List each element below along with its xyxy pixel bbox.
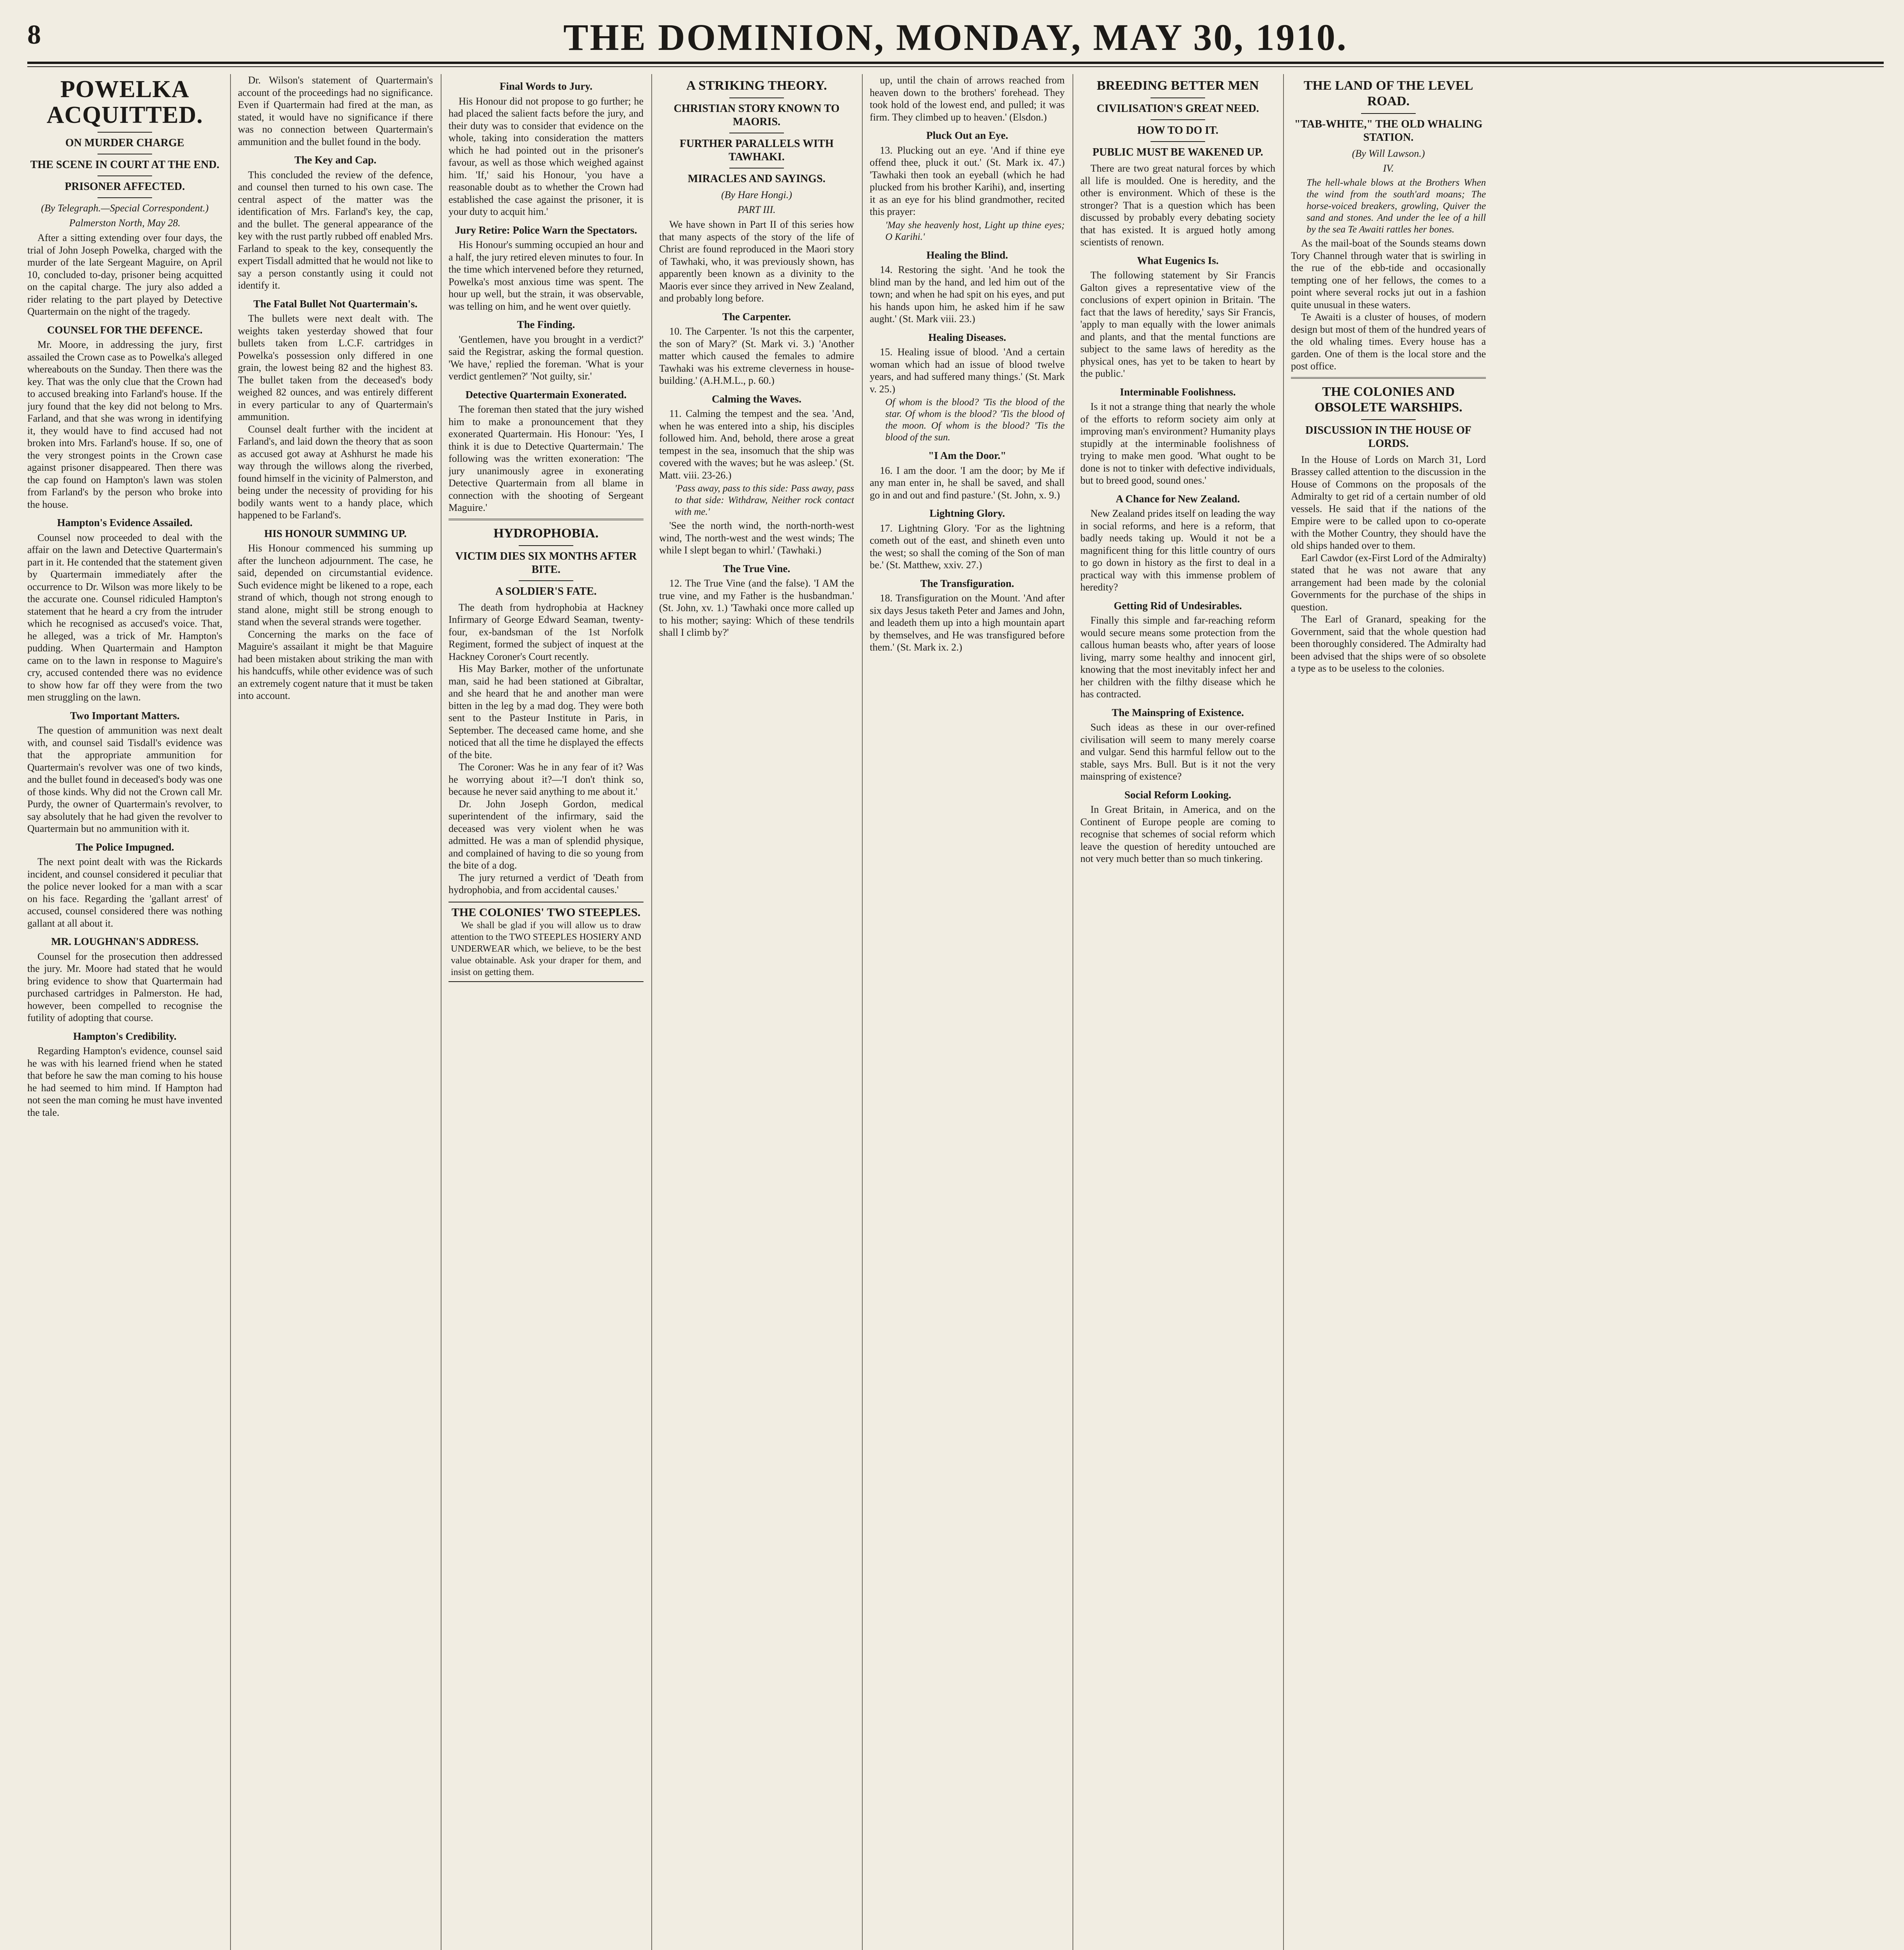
paragraph: The next point dealt with was the Rickards incident, and counsel considered it peculiar that the police never looked for a man with a scar on his face. Regarding the 'gallant arrest' of accused, counsel considered there was nothing gallant at all about it. <box>27 856 222 929</box>
paragraph: up, until the chain of arrows reached from heaven down to the brothers' forehead. They took hold of the lowest end, and pulled; it was firm. They climbed up to heaven.' (Elsdon.) <box>870 74 1065 123</box>
column-2 <box>238 74 433 1950</box>
subheading: Hampton's Evidence Assailed. <box>57 517 193 528</box>
subheading: A Chance for New Zealand. <box>1115 493 1240 505</box>
verse: 'May she heavenly host, Light up thine eyes; O Karihi.' <box>885 220 1065 242</box>
paragraph: 12. The True Vine (and the false). 'I AM the true vine, and my Father is the husbandman.' (St. John, xv. 1.) 'Tawhaki once more called up to his mother; saying: Which of these tendrils shall I climb by?' <box>659 578 854 638</box>
column-7 <box>1291 74 1876 1950</box>
headline-powelka: POWELKA ACQUITTED. <box>46 76 203 128</box>
column-rule <box>862 74 863 1950</box>
paragraph: Earl Cawdor (ex-First Lord of the Admiralty) stated that he was not aware that any arrangement had been made by the colonial Governments for the purchase of the ships in question. <box>1291 552 1486 613</box>
column-5 <box>870 74 1065 1950</box>
headline-colonies-warships: THE COLONIES AND OBSOLETE WARSHIPS. <box>1314 384 1463 415</box>
subheading: Final Words to Jury. <box>499 80 593 92</box>
paragraph: There are two great natural forces by which all life is moulded. One is heredity, and the other is environment. Which of these is the stronger? That is a question which has been discussed by probably every debating society that has existed. It is argued hotly among scientists of renown. <box>1080 163 1275 248</box>
column-rule <box>230 74 231 1950</box>
paragraph: Counsel for the prosecution then addressed the jury. Mr. Moore had stated that he would bring evidence to show that Quartermain had purchased cartridges in Palmerston. He had, however, been compelled to recognise the futility of adopting that course. <box>27 950 222 1023</box>
column-3 <box>449 74 644 1950</box>
paragraph: The jury returned a verdict of 'Death from hydrophobia, and from accidental causes.' <box>449 872 644 895</box>
subheading: Social Reform Looking. <box>1124 789 1231 801</box>
deck: FURTHER PARALLELS WITH TAWHAKI. <box>679 138 834 163</box>
paragraph: Regarding Hampton's evidence, counsel said he was with his learned friend when he stated that before he saw the man coming to his house he had seemed to him mind. If Hampton had not seen the man coming he must have invented the tale. <box>27 1045 222 1118</box>
deck: VICTIM DIES SIX MONTHS AFTER BITE. <box>455 550 637 576</box>
headline-hydrophobia: HYDROPHOBIA. <box>493 526 599 541</box>
subheading: Two Important Matters. <box>70 709 180 722</box>
masthead <box>27 16 1884 66</box>
subheading: The Finding. <box>517 319 575 330</box>
byline: (By Hare Hongi.) <box>721 189 792 200</box>
paragraph: 10. The Carpenter. 'Is not this the carpenter, the son of Mary?' (St. Mark vi. 3.) 'Another matter which caused the females to admire Tawhaki was his extreme cleverness in house-building.' (A.H.M.L., p. 60.) <box>659 326 854 386</box>
deck: A SOLDIER'S FATE. <box>495 585 597 597</box>
part-number: PART III. <box>737 204 776 215</box>
paragraph: The Coroner: Was he in any fear of it? Was he worrying about it?—'I don't think so, because he never said anything to me about it.' <box>449 761 644 797</box>
paragraph: After a sitting extending over four days, the trial of John Joseph Powelka, charged with the murder of the late Sergeant Maguire, on April 10, concluded to-day, prisoner being acquitted on the capital charge. The jury also added a rider relating to the part played by Detective Quartermain on the night of the tragedy. <box>27 232 222 317</box>
subheading: The Transfiguration. <box>920 577 1014 589</box>
paragraph: 17. Lightning Glory. 'For as the lightning cometh out of the east, and shineth even unto the west; so shall the coming of the Son of man be.' (St. Matthew, xxiv. 27.) <box>870 522 1065 571</box>
paragraph: This concluded the review of the defence, and counsel then turned to his own case. The central aspect of the matter was the identification of Mrs. Farland's key, the cap, and the bullet. The general appearance of the key with the rust partly rubbed off enabled Mrs. Farland to speak to the key, consequently the expert Tisdall admitted that he would not like to say a person constantly using it could not identify it. <box>238 169 433 291</box>
deck: CHRISTIAN STORY KNOWN TO MAORIS. <box>674 103 840 128</box>
ad-body: We shall be glad if you will allow us to draw attention to the TWO STEEPLES HOSIERY AND UNDERWEAR which, we believe, to be the best value obtainable. Ask your draper for them, and insist on getting them. <box>451 920 641 977</box>
page-number: 8 <box>27 20 41 50</box>
subheading: "I Am the Door." <box>928 450 1006 461</box>
dateline: Palmerston North, May 28. <box>69 217 181 229</box>
part-number: IV. <box>1383 163 1394 174</box>
deck: DISCUSSION IN THE HOUSE OF LORDS. <box>1305 424 1471 450</box>
subheading: Hampton's Credibility. <box>73 1030 177 1042</box>
headline-land-of-level-road: THE LAND OF THE LEVEL ROAD. <box>1303 78 1473 108</box>
column-rule <box>1283 74 1284 1950</box>
deck: ON MURDER CHARGE <box>65 137 184 149</box>
paragraph: The Earl of Granard, speaking for the Government, said that the whole question had been thoroughly considered. The Admiralty had been advised that the ships were of so obsolete a type as to be useless to the colonies. <box>1291 613 1486 674</box>
paragraph: His Honour commenced his summing up after the luncheon adjournment. The case, he said, depended on circumstantial evidence. Such evidence might be likened to a rope, each strand of which, though not strong enough to stand alone, might still be strong enough to stand when the several strands were together. <box>238 542 433 628</box>
verse: The hell-whale blows at the Brothers When the wind from the south'ard moans; The horse-voiced breakers, growling, Quiver the sand and stones. And under the lee of a hill by the sea Te Awaiti rattles her bones. <box>1307 177 1486 235</box>
newspaper-page <box>27 16 1884 1950</box>
deck: PUBLIC MUST BE WAKENED UP. <box>1092 146 1263 158</box>
paragraph: The question of ammunition was next dealt with, and counsel said Tisdall's evidence was that the appropriate ammunition for Quartermain's revolver was one of two kinds, and the bullet found in deceased's body was one of those kinds. Why did not the Crown call Mr. Purdy, the owner of Quartermain's revolver, to say absolutely that he had given the revolver to Quartermain but no ammunition with it. <box>27 725 222 834</box>
headline-breeding-better-men: BREEDING BETTER MEN <box>1097 78 1259 93</box>
subheading: The Carpenter. <box>722 310 791 323</box>
subheading: The Mainspring of Existence. <box>1112 706 1244 718</box>
verse: Of whom is the blood? 'Tis the blood of the star. Of whom is the blood? 'Tis the blood of the moon. Of whom is the blood? 'Tis the blood of the sun. <box>885 397 1065 443</box>
paragraph: Is it not a strange thing that nearly the whole of the efforts to reform society aim only at improving man's environment? Humanity plays stupidly at the interminable foolishness of trying to make men good. 'What ought to be done is not to tinker with defective individuals, but to breed good, sound ones.' <box>1080 401 1275 486</box>
subheading: HIS HONOUR SUMMING UP. <box>264 527 407 539</box>
column-7-inner <box>1291 78 1486 675</box>
paragraph: His Honour's summing occupied an hour and a half, the jury retired eleven minutes to four. In the time which intervened before they returned, Powelka's most anxious time was spent. The hour up well, but the strain, it was observable, was telling on him, and he went over quietly. <box>449 239 644 312</box>
paragraph: The bullets were next dealt with. The weights taken yesterday showed that four bullets taken from L.C.F. cartridges in Powelka's possession only differed in one grain, the lowest being 82 and the highest 83. The bullet taken from the deceased's body weighed 82 ounces, and was entirely different in every particular to any of Quartermain's ammunition. <box>238 313 433 422</box>
paragraph: In Great Britain, in America, and on the Continent of Europe people are coming to recognise that schemes of social reform which leave the question of heredity untouched are not very much better than so much tinkering. <box>1080 804 1275 864</box>
paragraph: His May Barker, mother of the unfortunate man, said he had been stationed at Gibraltar, and she heard that he and another man were bitten in the leg by a mad dog. They were both sent to the Pasteur Institute in Paris, in September. The deceased came home, and she noticed that all the time he displayed the effects of the bite. <box>449 663 644 760</box>
byline: (By Will Lawson.) <box>1352 148 1425 159</box>
subheading: Getting Rid of Undesirables. <box>1113 599 1242 612</box>
paragraph: The foreman then stated that the jury wished him to make a pronouncement that they exonerated Quartermain. His Honour: 'Yes, I think it is due to Detective Quartermain.' The following was the written exoneration: 'The jury unanimously agree in exonerating Detective Quartermain from all blame in connection with the shooting of Sergeant Maguire.' <box>449 404 644 513</box>
subheading: Interminable Foolishness. <box>1120 386 1236 398</box>
column-6 <box>1080 74 1275 1950</box>
subheading: Calming the Waves. <box>712 393 801 405</box>
ad-title: THE COLONIES' TWO STEEPLES. <box>451 906 641 919</box>
column-rule <box>651 74 652 1950</box>
paragraph: 'Gentlemen, have you brought in a verdict?' said the Registrar, asking the formal question. 'We have,' replied the foreman. 'What is your verdict gentlemen?' 'Not guilty, sir.' <box>449 333 644 382</box>
paragraph: Counsel dealt further with the incident at Farland's, and laid down the theory that as soon as accused got away at Ashhurst he made his way through the willows along the riverbed, found himself in the vicinity of Palmerston, and being under the necessity of providing for his bodily wants went to a handy place, which happened to be Farland's. <box>238 423 433 521</box>
deck: MIRACLES AND SAYINGS. <box>688 173 826 185</box>
subheading: Healing the Blind. <box>926 249 1008 261</box>
paragraph: Te Awaiti is a cluster of houses, of modern design but most of them of the hundred years of the old whaling times. Every house has a garden. One of them is the local store and the post office. <box>1291 311 1486 372</box>
paragraph: 13. Plucking out an eye. 'And if thine eye offend thee, pluck it out.' (St. Mark ix. 47.) 'Tawhaki then took an eyeball (which he had plucked from his brother Karihi), and, inserting it as an eye for his blind grandmother, recited this prayer: <box>870 144 1065 217</box>
byline: (By Telegraph.—Special Correspondent.) <box>41 202 209 214</box>
paragraph: Dr. Wilson's statement of Quartermain's account of the proceedings had no significance. Even if Quartermain had fired at the man, as stated, it would have no significance if there was no connection between Quartermain's ammunition and the bullet found in the body. <box>238 74 433 147</box>
subheading: Detective Quartermain Exonerated. <box>465 388 627 401</box>
paragraph: In the House of Lords on March 31, Lord Brassey called attention to the discussion in the House of Commons on the proposals of the Admiralty to get rid of a certain number of old vessels. He said that if the nations of the Empire were to be called upon to co-operate with the Mother Country, they should have the old ships handed over to them. <box>1291 454 1486 551</box>
column-1 <box>27 74 222 1950</box>
paragraph: 14. Restoring the sight. 'And he took the blind man by the hand, and led him out of the town; and when he had spit on his eyes, and put his hands upon him, he asked him if he saw aught.' (St. Mark viii. 23.) <box>870 264 1065 324</box>
deck: PRISONER AFFECTED. <box>64 181 185 193</box>
headline-striking-theory: A STRIKING THEORY. <box>686 78 827 93</box>
subheading: COUNSEL FOR THE DEFENCE. <box>47 324 203 336</box>
paragraph: 16. I am the door. 'I am the door; by Me if any man enter in, he shall be saved, and shall go in and out and find pasture.' (St. John, x. 9.) <box>870 464 1065 501</box>
subheading: Pluck Out an Eye. <box>926 129 1009 141</box>
subheading: The True Vine. <box>723 562 791 574</box>
paragraph: Such ideas as these in our over-refined civilisation will seem to many merely coarse and vulgar. Send this harmful fellow out to the stable, says Mrs. Bull. But is it not the very mainspring of existence? <box>1080 722 1275 782</box>
paragraph: 18. Transfiguration on the Mount. 'And after six days Jesus taketh Peter and James and John, and leadeth them up into a high mountain apart by themselves, and He was transfigured before them.' (St. Mark ix. 2.) <box>870 592 1065 653</box>
paragraph: New Zealand prides itself on leading the way in social reforms, and here is a reform, that badly needs taking up. Would it not be a magnificent thing for this little country of ours to go down in history as the first to deal in a practical way with this immense problem of heredity? <box>1080 508 1275 593</box>
paragraph: The death from hydrophobia at Hackney Infirmary of George Edward Seaman, twenty-four, ex-bandsman of the 1st Norfolk Regiment, formed the subject of inquest at the Hackney Coroner's Court recently. <box>449 601 644 662</box>
subheading: Lightning Glory. <box>929 507 1005 519</box>
advertisement <box>449 902 644 982</box>
paragraph: His Honour did not propose to go further; he had placed the salient facts before the jury, and their duty was to consider that evidence on the whole, taking into consideration the matters which he had pointed out in the prisoner's favour, as well as those which weighed against him. 'If,' said his Honour, 'you have a reasonable doubt as to whether the Crown had established the case against the prisoner, it is your duty to acquit him.' <box>449 95 644 217</box>
subheading: Healing Diseases. <box>928 331 1006 343</box>
column-4 <box>659 74 854 1950</box>
deck: HOW TO DO IT. <box>1137 124 1218 136</box>
paragraph: Finally this simple and far-reaching reform would secure means some protection from the callous human beasts who, after years of loose living, marry some healthy and innocent girl, knowing that the most inevitably infect her and her children with the filthy disease which he has contracted. <box>1080 615 1275 700</box>
verse: 'Pass away, pass to this side: Pass away, pass to that side: Withdraw, Neither rock contact with me.' <box>675 483 854 517</box>
deck: "TAB-WHITE," THE OLD WHALING STATION. <box>1294 118 1483 144</box>
subheading: MR. LOUGHNAN'S ADDRESS. <box>51 936 199 947</box>
paragraph: We have shown in Part II of this series how that many aspects of the story of the life of Christ are found reproduced in the Maori story of Tawhaki, who, it was previously shown, has apparently been known as a divinity to the Maoris ever since they arrived in New Zealand, and probably long before. <box>659 219 854 304</box>
paragraph: Counsel now proceeded to deal with the affair on the lawn and Detective Quartermain's part in it. He contended that the statement given by Quartermain immediately after the occurrence to Dr. Wilson was more likely to be the accurate one. Counsel ridiculed Hampton's statement that he heard a cry from the intruder which he recognised as accused's voice. That, he alleged, was a trick of Mr. Hampton's pudding. When Quartermain and Hampton came on to the lawn in response to Maguire's cry, accused contended there was no evidence to show how far off they were from the two men struggling on the lawn. <box>27 532 222 703</box>
paragraph: The following statement by Sir Francis Galton gives a representative view of the conclusions of expert opinion in Britain. 'The fact that the laws of heredity,' says Sir Francis, 'apply to man equally with the lower animals and plants, and that the mental functions are subject to the same laws of heredity as the physical ones, has yet to be taken to heart by the public.' <box>1080 269 1275 379</box>
paragraph: 11. Calming the tempest and the sea. 'And, when he was entered into a ship, his disciples followed him. And, behold, there arose a great tempest in the sea, insomuch that the ship was covered with the waves; but he was asleep.' (St. Matt. viii. 23-26.) <box>659 408 854 481</box>
subheading: The Police Impugned. <box>75 841 174 853</box>
paragraph: Dr. John Joseph Gordon, medical superintendent of the infirmary, said the deceased was very violent when he was admitted. He was a man of splendid physique, and complained of having to die so young from the bite of a dog. <box>449 798 644 871</box>
subheading: Jury Retire: Police Warn the Spectators. <box>455 224 637 236</box>
masthead-rule <box>27 62 1884 67</box>
deck: THE SCENE IN COURT AT THE END. <box>30 159 220 171</box>
newspaper-title: THE DOMINION, MONDAY, MAY 30, 1910. <box>563 16 1348 58</box>
paragraph: 'See the north wind, the north-north-west wind, The north-west and the west winds; The while I slept began to whirl.' (Tawhaki.) <box>659 520 854 556</box>
paragraph: As the mail-boat of the Sounds steams down Tory Channel through water that is swirling in the rue of the ebb-tide and occasionally tempting one of her fellows, the comes to a point where several rocks jut out in a fashion quite unusual in these waters. <box>1291 238 1486 310</box>
subheading: What Eugenics Is. <box>1137 254 1219 266</box>
paragraph: Concerning the marks on the face of Maguire's assailant it might be that Maguire had been mistaken about striking the man with his handcuffs, while other evidence was of such an extremely cogent nature that it must be taken into account. <box>238 628 433 701</box>
paragraph: 15. Healing issue of blood. 'And a certain woman which had an issue of blood twelve years, and had suffered many things.' (St. Mark v. 25.) <box>870 346 1065 395</box>
paragraph: Mr. Moore, in addressing the jury, first assailed the Crown case as to Powelka's alleged whereabouts on the Sunday. Then there was the key. That was the only clue that the Crown had to accused breaking into Farland's house. If the jury found that the key did not belong to Mrs. Farland, and that she was wrong in identifying it, they would have to find accused had not broken into Mrs. Farland's house. If so, one of the very strongest points in the Crown case against prisoner disappeared. Then there was the cap found on Hampton's lawn was stolen from Farland's by the person who broke into the house. <box>27 339 222 510</box>
deck: CIVILISATION'S GREAT NEED. <box>1096 103 1259 115</box>
subheading: The Key and Cap. <box>294 154 377 166</box>
subheading: The Fatal Bullet Not Quartermain's. <box>253 298 418 310</box>
